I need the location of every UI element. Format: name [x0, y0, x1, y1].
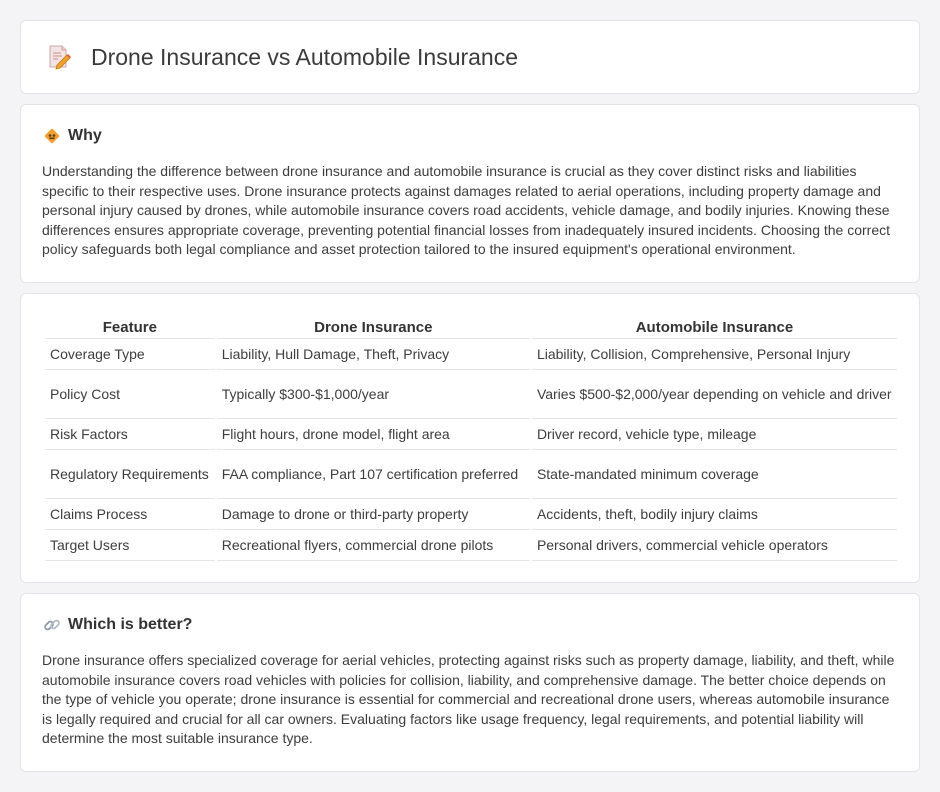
cell-drone: Damage to drone or third-party property: [217, 499, 530, 530]
cell-feature: Claims Process: [45, 499, 215, 530]
better-body: Drone insurance offers specialized coverage for aerial vehicles, protecting against risks such as property damage, liability, and theft, while automobile insurance covers road vehicles with policies for collision, liability, and comprehensive damage. The better choice depends on the type of vehicle you operate; drone insurance is essential for commercial and recreational drone users, whereas automobile insurance is legally required and crucial for all car owners. Evaluating factors like usage frequency, legal requirements, and potential liability will determine the most suitable insurance type.: [42, 652, 895, 747]
cell-auto: Varies $500-$2,000/year depending on vehicle and driver: [532, 370, 897, 419]
page-title: Drone Insurance vs Automobile Insurance: [91, 43, 519, 70]
table-row: [45, 530, 897, 561]
cell-feature: Coverage Type: [45, 339, 215, 370]
which-is-better-section: [20, 593, 920, 772]
cell-auto: Accidents, theft, bodily injury claims: [532, 499, 897, 530]
header-feature: Feature: [45, 316, 215, 339]
comparison-table: [43, 316, 899, 561]
cell-auto: Driver record, vehicle type, mileage: [532, 419, 897, 450]
why-body: Understanding the difference between drone insurance and automobile insurance is crucial as they cover distinct risks and liabilities specific to their respective uses. Drone insurance protects against damages related to aerial operations, including property damage and personal injury caused by drones, while automobile insurance covers road accidents, vehicle damage, and bodily injuries. Knowing these differences ensures appropriate coverage, preventing potential financial losses from inadequately insured incidents. Choosing the correct policy safeguards both legal compliance and asset protection tailored to the insured equipment's operational environment.: [42, 163, 891, 258]
cell-auto: Liability, Collision, Comprehensive, Personal Injury: [532, 339, 897, 370]
cell-drone: Typically $300-$1,000/year: [217, 370, 530, 419]
table-row: [45, 450, 897, 499]
why-section: [20, 104, 920, 283]
cell-drone: Recreational flyers, commercial drone pilots: [217, 530, 530, 561]
table-row: [45, 419, 897, 450]
comparison-table-card: [20, 293, 920, 583]
cell-auto: State-mandated minimum coverage: [532, 450, 897, 499]
table-header-row: [45, 316, 897, 339]
document-pencil-icon: [47, 44, 71, 70]
cell-drone: FAA compliance, Part 107 certification preferred: [217, 450, 530, 499]
header-auto: Automobile Insurance: [532, 316, 897, 339]
cell-drone: Liability, Hull Damage, Theft, Privacy: [217, 339, 530, 370]
table-row: [45, 370, 897, 419]
table-row: [45, 339, 897, 370]
cell-feature: Risk Factors: [45, 419, 215, 450]
cell-feature: Regulatory Requirements: [45, 450, 215, 499]
cell-drone: Flight hours, drone model, flight area: [217, 419, 530, 450]
why-title: Why: [68, 127, 102, 144]
cell-feature: Policy Cost: [45, 370, 215, 419]
title-card: [20, 20, 920, 94]
link-icon: [43, 616, 61, 634]
table-row: [45, 499, 897, 530]
header-drone: Drone Insurance: [217, 316, 530, 339]
cell-auto: Personal drivers, commercial vehicle operators: [532, 530, 897, 561]
better-title: Which is better?: [68, 616, 193, 633]
cell-feature: Target Users: [45, 530, 215, 561]
warning-diamond-icon: [43, 127, 61, 145]
